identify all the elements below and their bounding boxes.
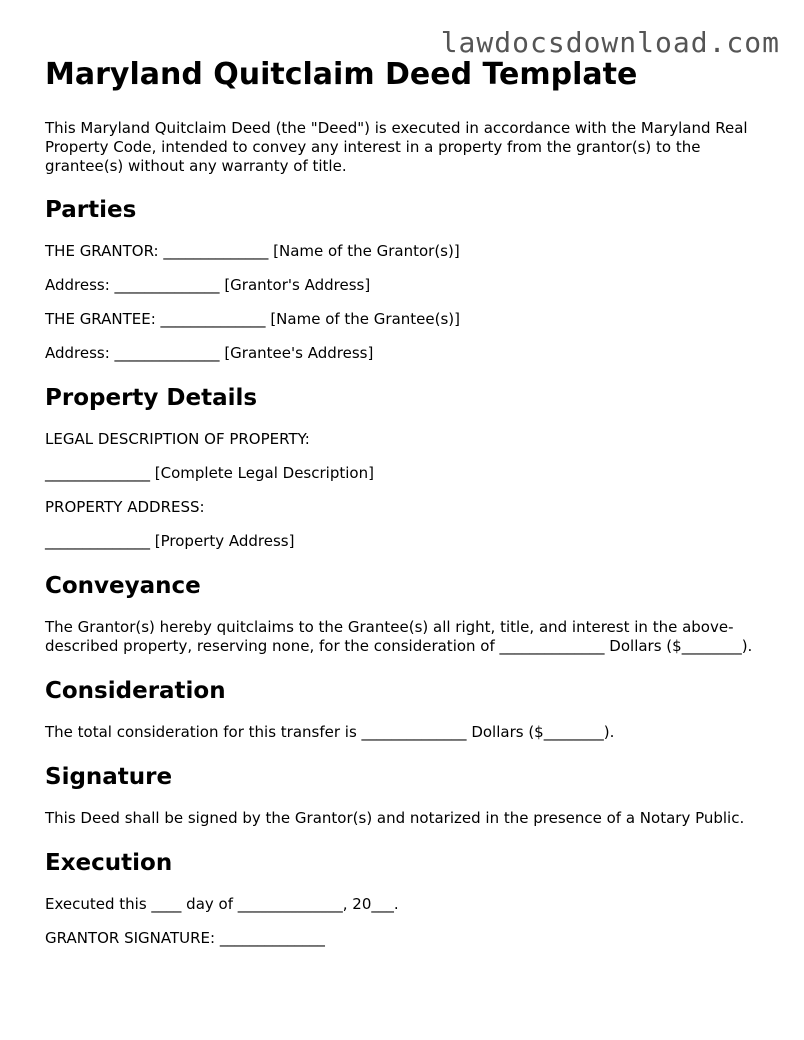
- conveyance-paragraph: The Grantor(s) hereby quitclaims to the Grantee(s) all right, title, and interest in the above-described property, reserving none, for the consideration of ______________ Dollars ($________).: [45, 618, 753, 655]
- grantee-address-line: Address: ______________ [Grantee's Address]: [45, 344, 374, 362]
- grantor-line: THE GRANTOR: ______________ [Name of the Grantor(s)]: [45, 242, 460, 260]
- property-heading: Property Details: [45, 385, 258, 411]
- executed-line: Executed this ____ day of ______________, 20___.: [45, 895, 399, 913]
- grantor-signature-line: GRANTOR SIGNATURE: ______________: [45, 929, 325, 947]
- signature-heading: Signature: [45, 764, 173, 790]
- consideration-heading: Consideration: [45, 678, 226, 704]
- execution-heading: Execution: [45, 850, 173, 876]
- watermark: lawdocsdownload.com: [440, 26, 780, 59]
- parties-heading: Parties: [45, 197, 137, 223]
- signature-paragraph: This Deed shall be signed by the Grantor(s) and notarized in the presence of a Notary Public.: [45, 809, 745, 827]
- document-page: [45, 56, 765, 948]
- legal-description-line: ______________ [Complete Legal Description]: [45, 464, 374, 482]
- intro-paragraph: This Maryland Quitclaim Deed (the "Deed") is executed in accordance with the Maryland Real Property Code, intended to convey any interest in a property from the grantor(s) to the grantee(s) without any warranty of title.: [45, 119, 748, 175]
- legal-description-label: LEGAL DESCRIPTION OF PROPERTY:: [45, 430, 310, 448]
- grantee-line: THE GRANTEE: ______________ [Name of the Grantee(s)]: [45, 310, 460, 328]
- grantor-address-line: Address: ______________ [Grantor's Address]: [45, 276, 371, 294]
- property-address-line: ______________ [Property Address]: [45, 532, 295, 550]
- property-address-label: PROPERTY ADDRESS:: [45, 498, 205, 516]
- consideration-paragraph: The total consideration for this transfer is ______________ Dollars ($________).: [45, 723, 615, 741]
- page-title: Maryland Quitclaim Deed Template: [45, 57, 638, 92]
- conveyance-heading: Conveyance: [45, 573, 201, 599]
